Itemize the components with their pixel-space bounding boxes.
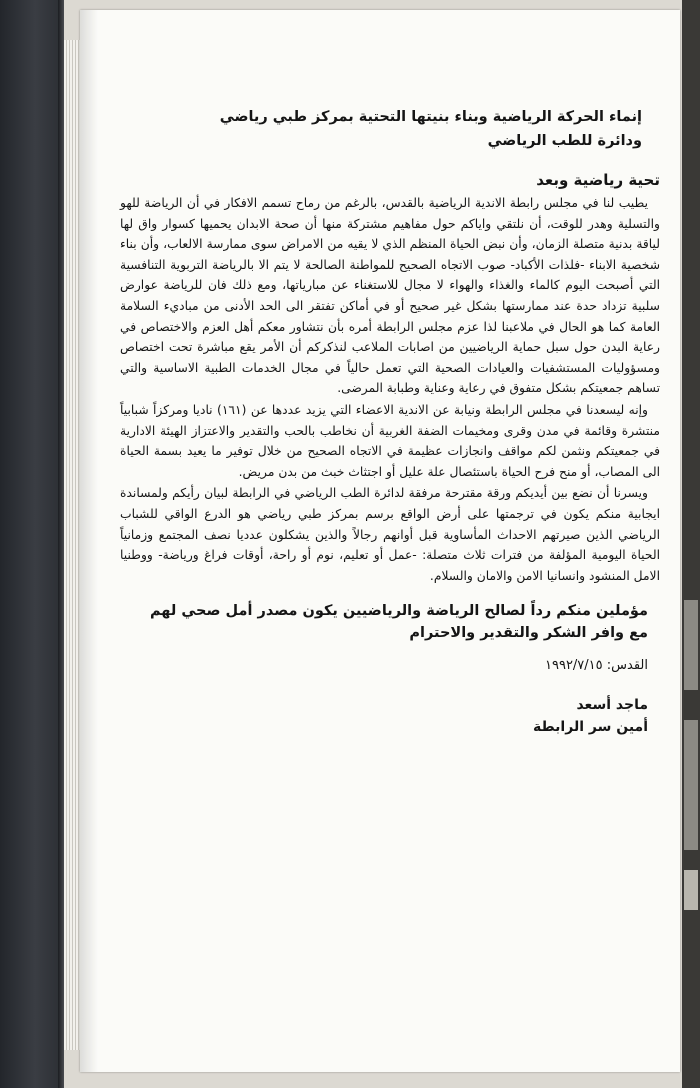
- closing-line-2: مع وافر الشكر والتقدير والاحترام: [409, 625, 648, 642]
- signer-title: أمين سر الرابطة: [533, 719, 648, 736]
- binder-strip: [0, 0, 64, 1088]
- paragraph-3: ويسرنا أن نضع بين أيديكم ورقة مقترحة مرفقة لدائرة الطب الرياضي في الرابطة لبيان رأيكم ولمساندة ايجابية منكم يكون في ترجمتها على أرض الواقع برسم بمركز طبي رياضي هو الدرع الواقي للشباب الرياضي الذين صيرتهم الاحداث المأساوية قبل أوانهم رجالاً والذين يشكلون عدديا نصف المجتمع وزمانياً الحياة اليومية المؤلفة من فترات ثلاث متصلة: -عمل أو تعليم، نوم أو راحة، أوقات فراغ ورياضة- ووطنيا الامل المنشود وانسانيا الامن والامان والسلام.: [120, 486, 660, 583]
- page-tab: [684, 600, 698, 690]
- right-margin-strip: [682, 0, 700, 1088]
- page-tab: [684, 720, 698, 850]
- letter-body: [120, 105, 660, 738]
- title-line-2: ودائرة للطب الرياضي: [487, 133, 642, 149]
- place-date: القدس: ١٩٩٢/٧/١٥: [545, 658, 648, 674]
- greeting: تحية رياضية وبعد: [536, 171, 660, 189]
- closing-remarks: [120, 600, 648, 644]
- paragraph-1: يطيب لنا في مجلس رابطة الاندية الرياضية بالقدس، بالرغم من رماح تسمم الافكار في أن الرياضة للهو والتسلية وهدر للوقت، أن نلتقي واياكم حول مفاهيم مشتركة منها أن صحة الابدان يحميها كسوار واق لها لياقة بدنية متصلة الزمان، وأن نبض الحياة المنظم الذي لا يقيه من الامراض سوى ممارسة الالعاب، وأن بناء شخصية الابناء -فلذات الأكباد- صوب الاتجاه الصحيح للمواطنة الصالحة لا يتم الا بالرياضة التربوية التنافسية التي أصبحت اليوم كالماء والغذاء والهواء لا مجال للاستغناء عن مبارياتها، ومع ذلك فان للرياضة عوارض سلبية تزداد حدة عند ممارستها بشكل غير صحيح أو في أماكن تفتقر الى الحد الأدنى من مباديء السلامة العامة كما هو الحال في ملاعبنا لذا عزم مجلس الرابطة أمره بأن نتشاور معكم أهل العزم والاختصاص في رعاية البدن حول سبل حماية الرياضيين من اصابات الملاعب لنذكركم أن الأمر يقع مباشرة تحت اختصاص ومسؤوليات المستشفيات والعيادات الصحية التي تعمل حالياً في مجال الخدمات الطبية الاساسية والتي تساهم جمعيتكم بشكل متفوق في رعاية وعناية وطبابة المرضى.: [120, 196, 660, 396]
- page-tab: [684, 870, 698, 910]
- spine-shadow: [80, 10, 98, 1072]
- closing-line-1: مؤملين منكم رداً لصالح الرياضة والرياضيين يكون مصدر أمل صحي لهم: [149, 603, 648, 620]
- letter-title: [120, 105, 660, 153]
- signature-block: [120, 694, 648, 738]
- paragraph-2: وإنه ليسعدنا في مجلس الرابطة ونيابة عن الاندية الاعضاء التي يزيد عددها عن (١٦١) ناديا ومركزاً شبابياً منتشرة وقائمة في مدن وقرى ومخيمات الضفة الغربية أن نخاطب بالحب والتقدير والاعتزاز الهيئة الادارية في جمعيتكم ونثمن لكم مواقف وانجازات عظيمة في الاتجاه الصحيح من خلال توفير ما يعيد بسمة الحياة الى المصاب، أو منح فرح الحياة باستئصال علة عليل أو اجتثاث خبث من بدن مريض.: [120, 402, 660, 479]
- title-line-1: إنماء الحركة الرياضية وبناء بنيتها التحتية بمركز طبي رياضي: [219, 109, 642, 125]
- signer-name: ماجد أسعد: [576, 697, 648, 714]
